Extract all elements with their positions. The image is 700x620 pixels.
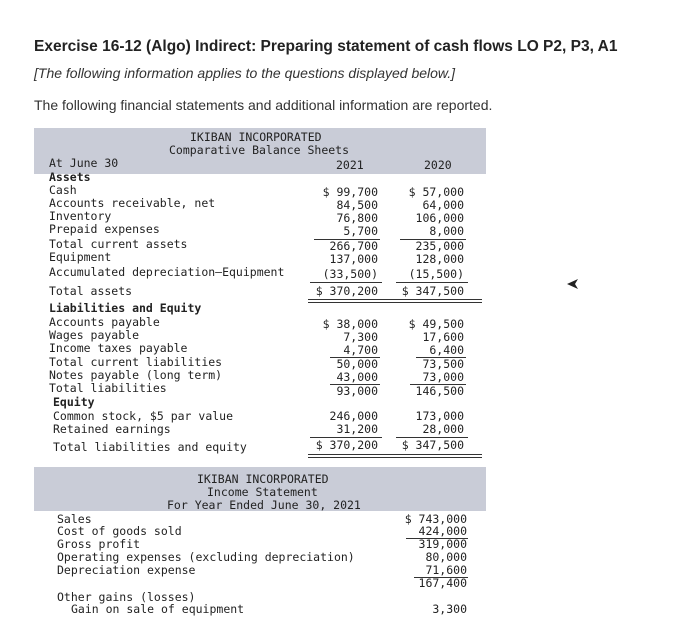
is-row-value: 167,400	[418, 576, 467, 590]
is-row-label: Cost of goods sold	[57, 524, 182, 538]
exercise-title: Exercise 16-12 (Algo) Indirect: Preparing statement of cash flows LO P2, P3, A1	[34, 38, 618, 55]
row-2020: 73,000	[422, 370, 464, 384]
is-period: For Year Ended June 30, 2021	[167, 498, 361, 512]
row-label: Inventory	[49, 209, 112, 223]
row-label: Accounts receivable, net	[49, 196, 216, 210]
row-2021: $ 370,200	[315, 284, 378, 298]
row-2021: 50,000	[336, 357, 378, 371]
row-2021: $ 99,700	[322, 185, 378, 199]
is-row-value: 319,000	[418, 537, 467, 551]
row-label: Total current assets	[49, 237, 188, 251]
row-label: Notes payable (long term)	[49, 368, 223, 382]
total-double-rule	[308, 454, 482, 458]
subtotal-rule	[396, 282, 468, 283]
is-row-label: Depreciation expense	[57, 563, 196, 577]
bs-year-2020: 2020	[424, 158, 452, 172]
row-2020: 28,000	[422, 422, 464, 436]
is-row-value: 424,000	[418, 524, 467, 538]
row-2021: 5,700	[343, 224, 378, 238]
row-2021: 4,700	[343, 343, 378, 357]
row-2021: 76,800	[336, 211, 378, 225]
row-2020: 64,000	[422, 198, 464, 212]
row-label: Equipment	[49, 250, 112, 264]
intro-text: The following financial statements and additional information are reported.	[34, 97, 493, 113]
row-label: Accumulated depreciation—Equipment	[49, 265, 285, 279]
is-row-label: Operating expenses (excluding depreciation)	[57, 550, 355, 564]
row-2021: 266,700	[329, 239, 378, 253]
row-2020: 146,500	[415, 384, 464, 398]
equity-heading: Equity	[53, 395, 95, 409]
row-2020: $ 347,500	[401, 438, 464, 452]
row-2020: $ 57,000	[408, 185, 464, 199]
is-row-label: Gross profit	[57, 537, 141, 551]
row-2021: 31,200	[336, 422, 378, 436]
subtotal-rule	[310, 282, 382, 283]
applies-note: [The following information applies to the questions displayed below.]	[34, 65, 456, 81]
bs-year-2021: 2021	[336, 158, 364, 172]
row-label: Cash	[49, 183, 77, 197]
row-2020: 128,000	[415, 252, 464, 266]
row-2020: $ 49,500	[408, 317, 464, 331]
row-2021: 7,300	[343, 330, 378, 344]
is-row-value: 71,600	[425, 563, 467, 577]
row-2021: 93,000	[336, 384, 378, 398]
row-2020: 106,000	[415, 211, 464, 225]
row-2021: $ 38,000	[322, 317, 378, 331]
row-label: Total current liabilities	[49, 355, 223, 369]
row-label: Total liabilities	[49, 381, 167, 395]
row-2020: 73,500	[422, 357, 464, 371]
total-double-rule	[308, 299, 482, 303]
row-2021: (33,500)	[322, 267, 378, 281]
row-2020: 173,000	[415, 409, 464, 423]
row-2021: 43,000	[336, 370, 378, 384]
is-row-value: 3,300	[432, 602, 467, 616]
row-label: Total liabilities and equity	[53, 440, 247, 454]
row-label: Retained earnings	[53, 422, 171, 436]
row-2020: 17,600	[422, 330, 464, 344]
row-label: Total assets	[49, 284, 133, 298]
row-label: Common stock, $5 par value	[53, 409, 234, 423]
is-row-value: 80,000	[425, 550, 467, 564]
liabilities-heading: Liabilities and Equity	[49, 301, 202, 315]
row-label: Prepaid expenses	[49, 222, 160, 236]
is-row-label: Gain on sale of equipment	[71, 602, 245, 616]
row-2020: 235,000	[415, 239, 464, 253]
is-company: IKIBAN INCORPORATED	[197, 472, 329, 486]
row-label: Wages payable	[49, 328, 140, 342]
bs-date-label: At June 30	[49, 156, 119, 170]
assets-heading: Assets	[49, 170, 91, 184]
row-2020: (15,500)	[408, 267, 464, 281]
row-2020: 8,000	[429, 224, 464, 238]
is-row-value: $ 743,000	[404, 512, 467, 526]
row-2020: 6,400	[429, 343, 464, 357]
row-2021: 137,000	[329, 252, 378, 266]
row-label: Income taxes payable	[49, 341, 188, 355]
bs-company: IKIBAN INCORPORATED	[190, 130, 322, 144]
row-2021: $ 370,200	[315, 438, 378, 452]
is-title: Income Statement	[207, 485, 318, 499]
row-2021: 84,500	[336, 198, 378, 212]
other-gains-heading: Other gains (losses)	[57, 590, 196, 604]
is-row-label: Sales	[57, 512, 92, 526]
bs-title: Comparative Balance Sheets	[169, 143, 350, 157]
row-2020: $ 347,500	[401, 284, 464, 298]
row-label: Accounts payable	[49, 315, 160, 329]
row-2021: 246,000	[329, 409, 378, 423]
